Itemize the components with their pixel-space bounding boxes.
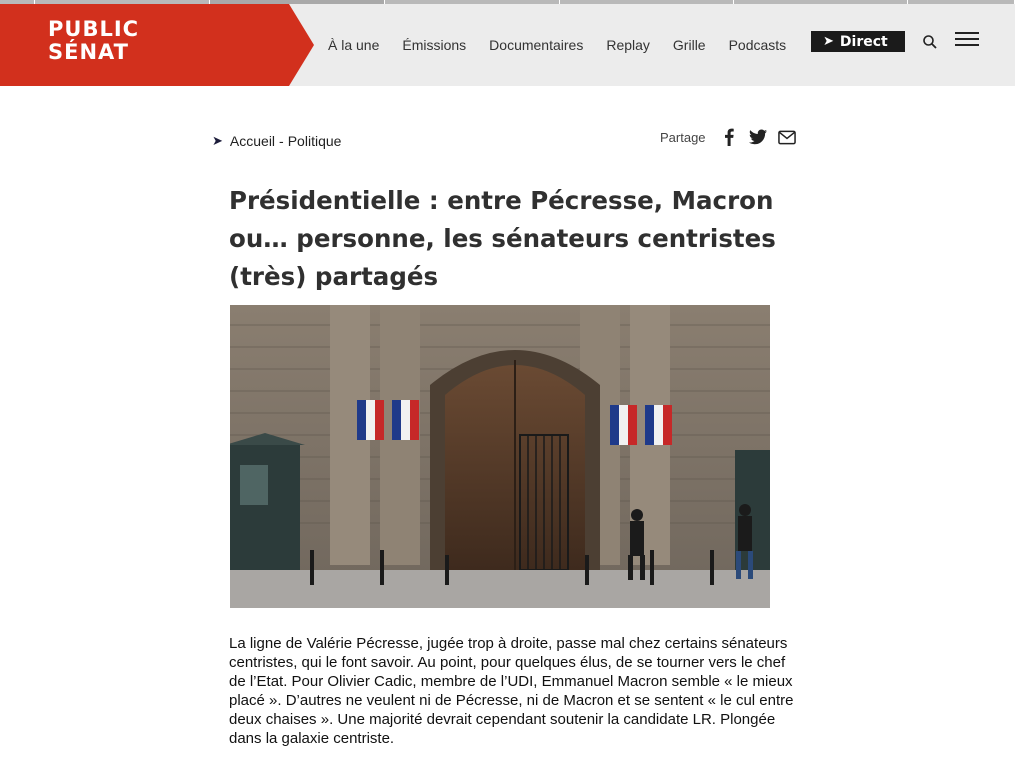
breadcrumb-home-link[interactable]: Accueil xyxy=(229,133,276,149)
direct-button[interactable] xyxy=(811,31,905,52)
nav-item-replay[interactable]: Replay xyxy=(606,37,650,53)
breadcrumb xyxy=(212,133,341,149)
share-bar xyxy=(660,128,807,146)
logo-line-1: PUBLIC xyxy=(48,17,140,41)
facebook-icon[interactable] xyxy=(720,128,738,146)
nav-item-documentaires[interactable]: Documentaires xyxy=(489,37,584,53)
nav-item-grille[interactable]: Grille xyxy=(672,37,706,53)
mail-icon[interactable] xyxy=(778,128,796,146)
direct-label: Direct xyxy=(839,33,888,50)
share-label: Partage xyxy=(660,129,706,145)
article-lead: La ligne de Valérie Pécresse, jugée trop à droite, passe mal chez certains sénateurs centristes, qui le font savoir. Au point, pour quelques élus, de se tourner vers le chef de l’Etat. Pour Olivier Cadic, membre de l’UDI, Emmanuel Macron semble « le mieux placé ». D’autres ne veulent ni de Pécresse, ni de Macron et se sentent « le cul entre deux chaises ». Une majorité devrait cependant soutenir la candidate LR. Plongée dans la galaxie centriste. xyxy=(229,635,794,747)
twitter-icon[interactable] xyxy=(749,128,767,146)
breadcrumb-section-link[interactable]: Politique xyxy=(287,133,342,149)
logo[interactable] xyxy=(0,4,314,86)
nav-item-podcasts[interactable]: Podcasts xyxy=(728,37,787,53)
hamburger-menu-icon[interactable] xyxy=(955,32,979,48)
main-nav xyxy=(328,4,809,86)
play-arrow-icon: ➤ xyxy=(823,34,834,49)
nav-item-emissions[interactable]: Émissions xyxy=(402,37,467,53)
site-header xyxy=(0,4,1015,86)
article-image xyxy=(230,305,770,608)
logo-wordmark xyxy=(48,18,139,64)
logo-line-2: SÉNAT xyxy=(48,40,129,64)
breadcrumb-arrow-icon: ➤ xyxy=(212,133,223,148)
search-icon[interactable] xyxy=(922,34,938,50)
article-title: Présidentielle : entre Pécresse, Macron ou… personne, les sénateurs centristes (très) partagés xyxy=(229,186,776,291)
breadcrumb-separator: - xyxy=(279,133,284,149)
nav-item-a-la-une[interactable]: À la une xyxy=(328,37,380,53)
